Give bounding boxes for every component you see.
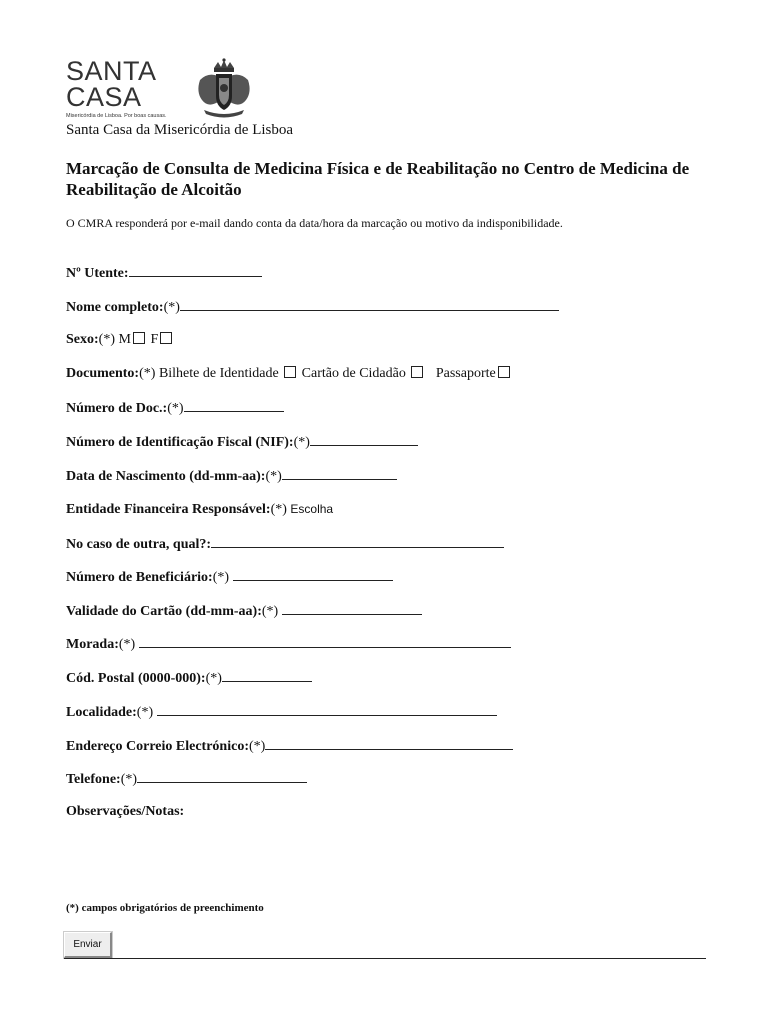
telefone-row (66, 769, 307, 789)
required-marker: (*) (167, 401, 184, 416)
utente-row (66, 263, 262, 283)
sexo-label: Sexo: (66, 332, 99, 347)
sexo-row (66, 331, 174, 349)
nome-label: Nome completo: (66, 300, 164, 315)
postal-label: Cód. Postal (0000-000): (66, 671, 206, 686)
morada-row (66, 634, 511, 654)
numero-doc-field[interactable] (184, 398, 284, 412)
utente-field[interactable] (129, 263, 262, 277)
nif-row (66, 432, 418, 452)
entidade-label: Entidade Financeira Responsável: (66, 502, 271, 517)
validade-row (66, 601, 422, 621)
telefone-label: Telefone: (66, 772, 121, 787)
postal-field[interactable] (222, 668, 312, 682)
sexo-m-label: M (118, 332, 131, 347)
required-marker: (*) (265, 469, 282, 484)
validade-field[interactable] (282, 601, 422, 615)
doc-bi-label: Bilhete de Identidade (158, 366, 279, 381)
page-title: Marcação de Consulta de Medicina Física e de Reabilitação no Centro de Medicina de Reabilitação de Alcoitão (66, 159, 690, 199)
required-marker: (*) (136, 705, 154, 720)
required-marker: (*) (205, 671, 222, 686)
required-marker: (*) (261, 604, 279, 619)
outra-row (66, 534, 504, 554)
nif-label: Número de Identificação Fiscal (NIF): (66, 435, 294, 450)
localidade-row (66, 702, 497, 722)
numero-doc-label: Número de Doc.: (66, 401, 168, 416)
documento-label: Documento: (66, 366, 140, 381)
response-notice: O CMRA responderá por e-mail dando conta da data/hora da marcação ou motivo da indisponibilidade. (66, 216, 563, 230)
morada-label: Morada: (66, 637, 119, 652)
nascimento-label: Data de Nascimento (dd-mm-aa): (66, 469, 266, 484)
entidade-select[interactable]: Escolha (290, 502, 334, 516)
email-field[interactable] (265, 736, 513, 750)
observacoes-row (66, 803, 184, 821)
santa-casa-logo (66, 58, 256, 128)
required-marker: (*) (270, 502, 287, 517)
utente-label: Nº Utente: (66, 266, 129, 281)
required-marker: (*) (293, 435, 310, 450)
localidade-label: Localidade: (66, 705, 137, 720)
doc-cc-checkbox[interactable] (411, 366, 423, 378)
required-fields-footnote: (*) campos obrigatórios de preenchimento (66, 902, 264, 914)
documento-row (66, 365, 512, 383)
telefone-field[interactable] (137, 769, 307, 783)
localidade-field[interactable] (157, 702, 497, 716)
doc-cc-label: Cartão de Cidadão (301, 366, 406, 381)
logo-tagline: Misericórdia de Lisboa. Por boas causas. (66, 113, 167, 119)
required-marker: (*) (163, 300, 180, 315)
numero-doc-row (66, 398, 284, 418)
bottom-divider (64, 958, 706, 959)
beneficiario-row (66, 567, 393, 587)
sexo-f-checkbox[interactable] (160, 332, 172, 344)
email-row (66, 736, 513, 756)
doc-passaporte-label: Passaporte (435, 366, 496, 381)
required-marker: (*) (120, 772, 138, 787)
nome-field[interactable] (180, 297, 559, 311)
postal-row (66, 668, 312, 688)
email-label: Endereço Correio Electrónico: (66, 739, 249, 754)
required-marker: (*) (212, 570, 230, 585)
doc-passaporte-checkbox[interactable] (498, 366, 510, 378)
sexo-f-label: F (150, 332, 159, 347)
validade-label: Validade do Cartão (dd-mm-aa): (66, 604, 262, 619)
doc-bi-checkbox[interactable] (284, 366, 296, 378)
nif-field[interactable] (310, 432, 418, 446)
required-marker: (*) (248, 739, 266, 754)
nome-row (66, 297, 559, 317)
beneficiario-field[interactable] (233, 567, 393, 581)
beneficiario-label: Número de Beneficiário: (66, 570, 213, 585)
required-marker: (*) (139, 366, 156, 381)
nascimento-row (66, 466, 397, 486)
observacoes-textarea[interactable] (66, 826, 666, 886)
outra-label: No caso de outra, qual?: (66, 537, 212, 552)
coat-of-arms-icon (194, 58, 254, 120)
outra-field[interactable] (211, 534, 504, 548)
logo-word-casa: CASA (66, 82, 142, 112)
observacoes-label: Observações/Notas: (66, 804, 185, 819)
required-marker: (*) (118, 637, 136, 652)
sexo-m-checkbox[interactable] (133, 332, 145, 344)
nascimento-field[interactable] (282, 466, 397, 480)
organization-name: Santa Casa da Misericórdia de Lisboa (66, 122, 294, 138)
logo-word-santa: SANTA (66, 56, 157, 86)
submit-button[interactable]: Enviar (64, 932, 112, 958)
required-marker: (*) (98, 332, 115, 347)
entidade-row (66, 500, 333, 519)
morada-field[interactable] (139, 634, 511, 648)
